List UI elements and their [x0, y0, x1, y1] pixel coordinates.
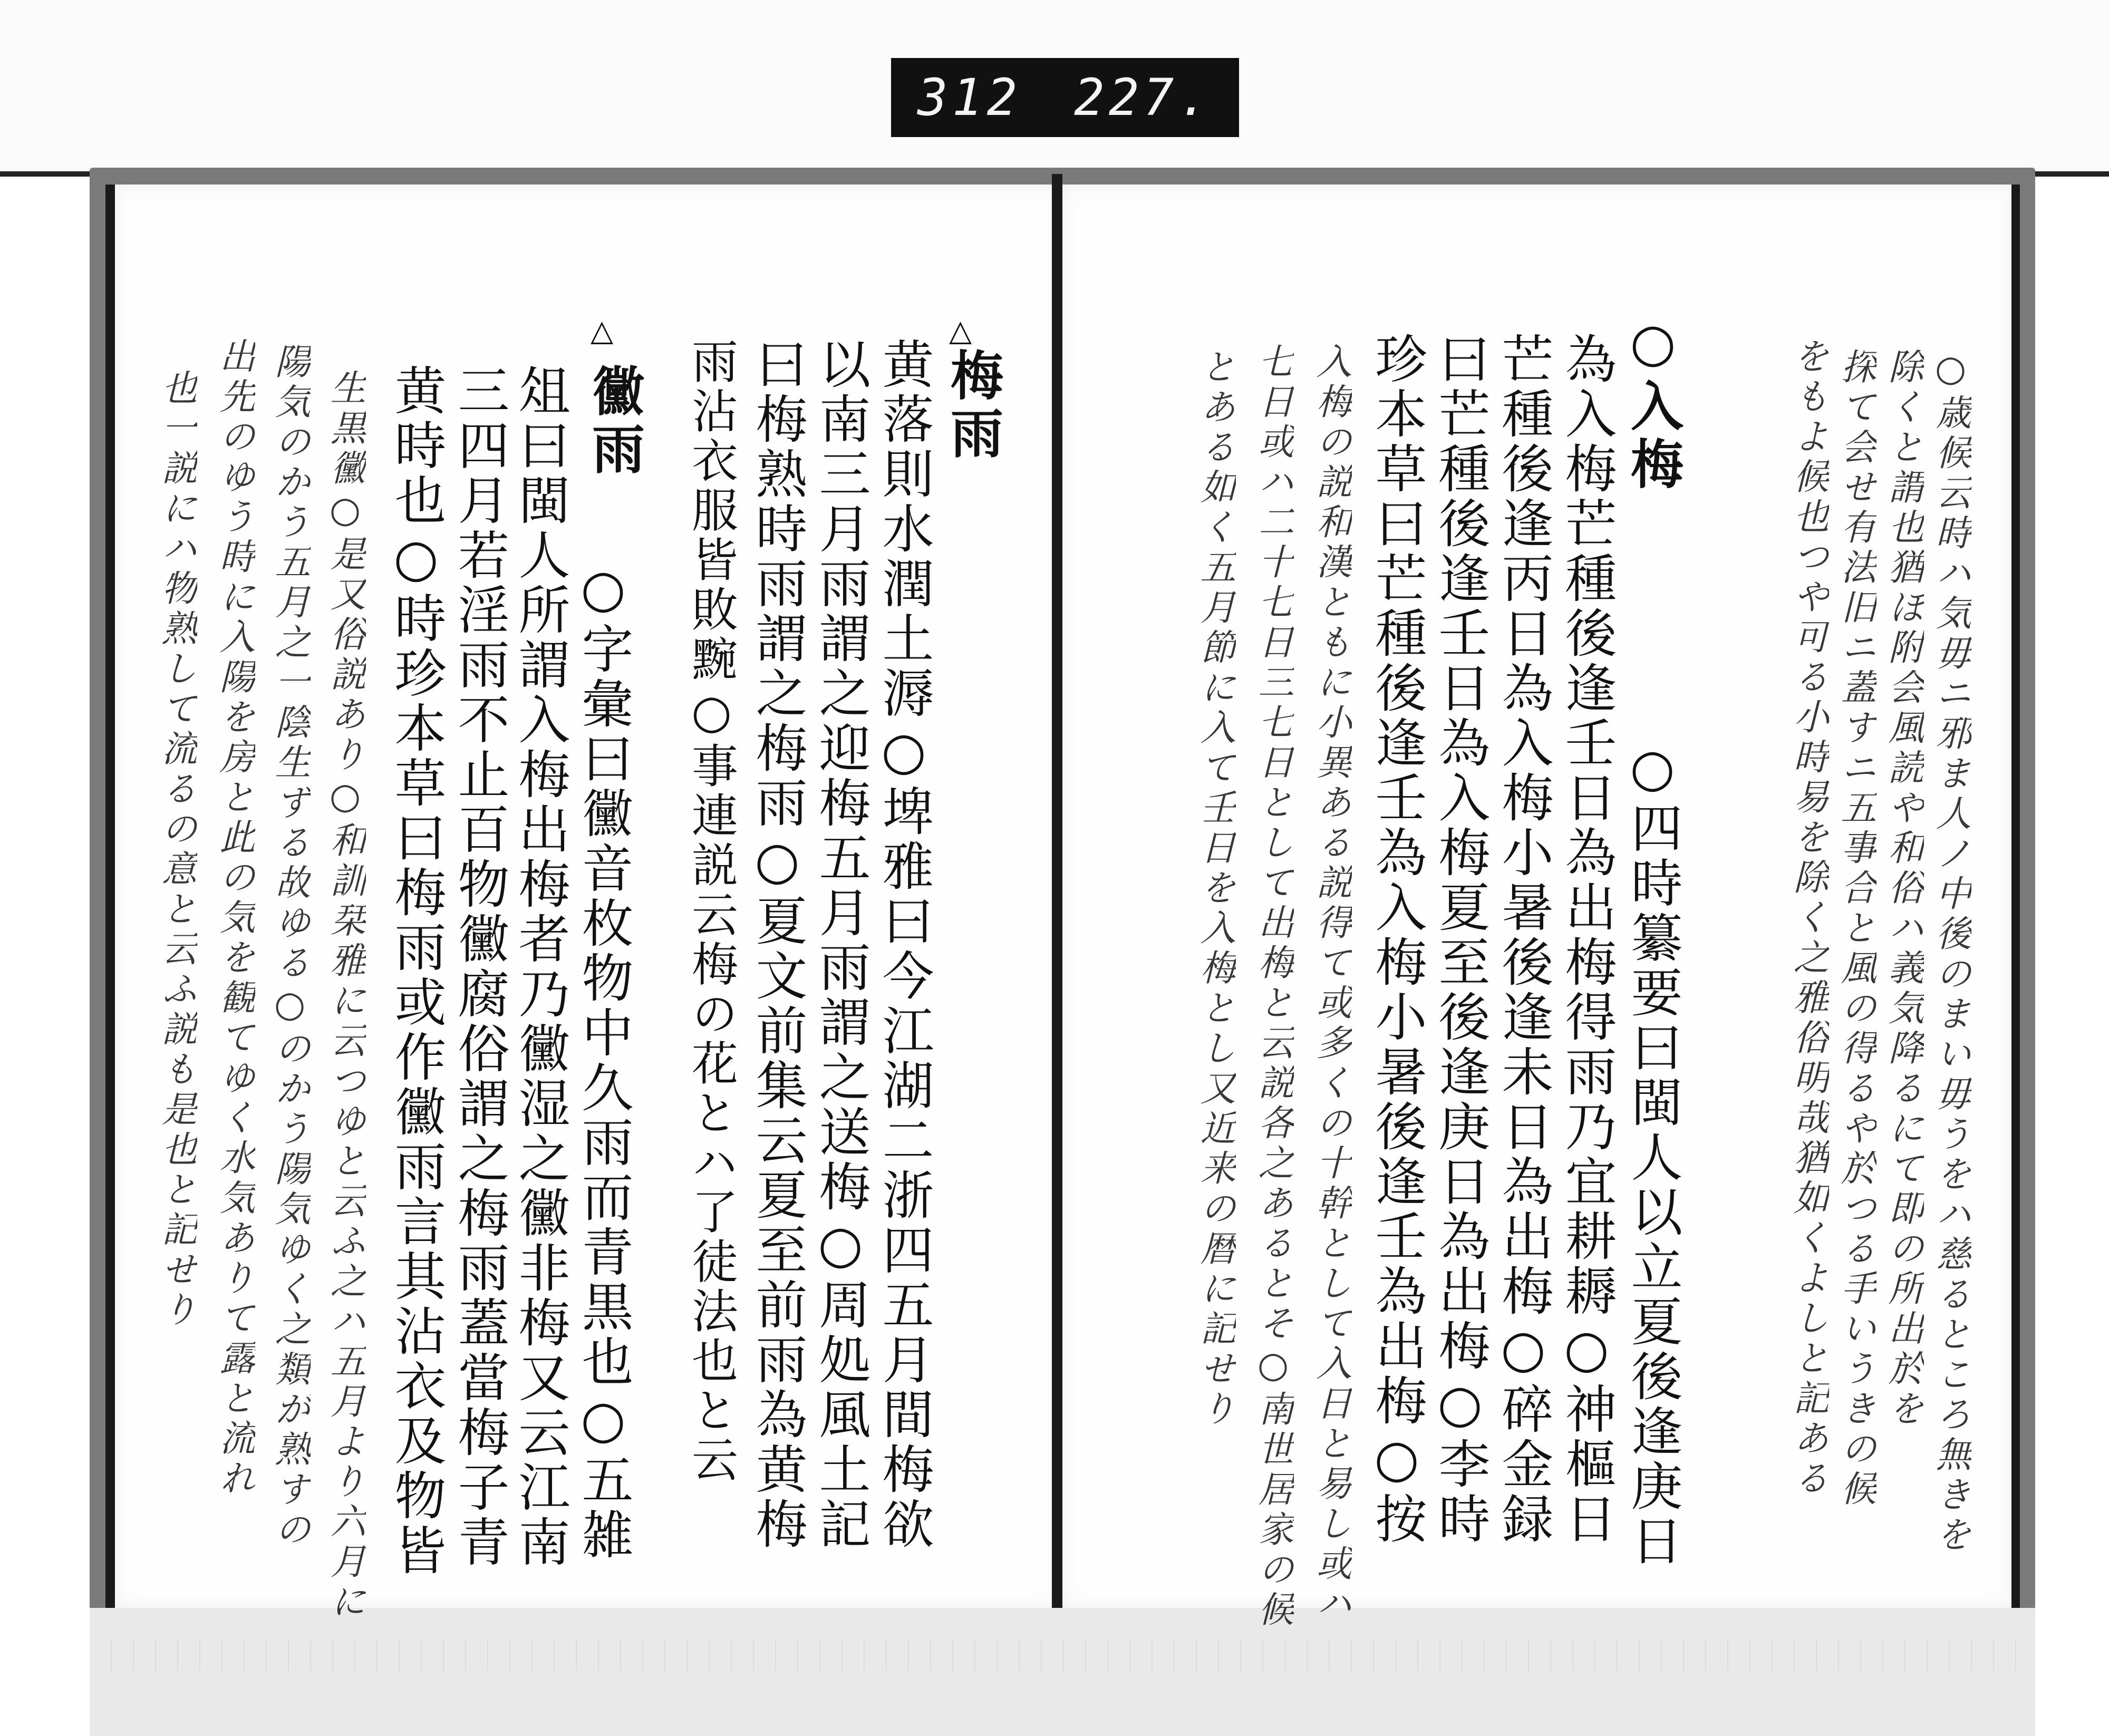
left-col-9: 三四月若淫雨不止百物黴腐俗謂之梅雨蓋當梅子青	[449, 364, 509, 1570]
left-col-3: 以南三月雨謂之迎梅五月雨謂之送梅○周処風土記	[810, 337, 870, 1552]
right-col-1: ○歳候云時ハ気毋ニ邪ま人ノ中後のまい毋うをハ慈るところ無きを	[1930, 348, 1971, 1556]
frame-number: 227.	[1073, 68, 1213, 127]
right-col-3: 探て会せ有法旧ニ蓋すニ五事合と風の得るや於つる手いうきの候	[1835, 348, 1876, 1510]
right-col-13: とある如く五月節に入て壬日を入梅とし又近来の暦に記せり	[1194, 348, 1236, 1430]
right-heading-nyubai: ○入梅	[1622, 311, 1684, 494]
triangle-mark-icon: △	[949, 314, 972, 348]
left-col-13: 出先のゆう時に入陽を房と此の気を観てゆく水気ありて露と流れ	[214, 337, 255, 1499]
microfilm-frame-label	[891, 58, 1239, 137]
left-col-7: ○字彙曰黴音枚物中久雨而青黒也○五雑	[573, 559, 633, 1563]
right-col-10: 珍本草曰芒種後逢壬為入梅小暑後逢壬為出梅○按	[1367, 332, 1427, 1547]
book-gutter	[1052, 174, 1062, 1703]
left-col-10: 黄時也○時珍本草曰梅雨或作黴雨言其沾衣及物皆	[386, 364, 446, 1578]
right-col-2: 除くと謂也猶ほ附会風読や和俗ハ義気降るにて即の所出於を	[1882, 348, 1924, 1430]
right-col-4: をもよ候也つや可る小時易を除く之雅俗明哉猶如くよしと記ある	[1787, 337, 1829, 1499]
left-col-11: 生黒黴○是又俗説あり○和訓栞雅に云つゆと云ふ之ハ五月より六月に	[324, 369, 366, 1623]
left-col-5: 雨沾衣服皆敗黦○事連説云梅の花とハ了徒法也と云	[684, 337, 739, 1485]
left-heading-baiu-mold: 黴雨	[583, 364, 645, 480]
left-heading-baiu: 梅雨	[942, 348, 1004, 464]
left-col-14: 也一説にハ物熟して流るの意と云ふ説も是也と記せり	[156, 369, 197, 1331]
left-col-12: 陽気のかう五月之一陰生ずる故ゆる○のかう陽気ゆく之類が熟すの	[269, 343, 311, 1550]
left-col-4: 曰梅熟時雨謂之梅雨○夏文前集云夏至前雨為黄梅	[747, 337, 807, 1552]
right-col-6: ○四時纂要曰閩人以立夏後逢庚日	[1622, 738, 1682, 1569]
scan-bottom-margin	[90, 1608, 2035, 1736]
reel-number: 312	[917, 68, 1022, 127]
right-col-9: 曰芒種後逢壬日為入梅夏至後逢庚日為出梅○李時	[1430, 332, 1490, 1547]
left-col-8: 俎曰閩人所謂入梅出梅者乃黴湿之黴非梅又云江南	[510, 364, 570, 1570]
triangle-mark-icon: △	[591, 314, 614, 348]
left-col-2: 黄落則水潤土溽○埤雅曰今江湖二浙四五月間梅欲	[874, 337, 934, 1552]
right-col-11: 入梅の説和漢ともに小異ある説得て或多くの十幹として入日と易し或ハ	[1310, 343, 1352, 1625]
right-col-7: 為入梅芒種後逢壬日為出梅得雨乃宜耕耨○神樞日	[1556, 332, 1617, 1547]
right-col-12: 七日或ハ二十七日三七日として出梅と云説各之あるとそ○南世居家の候	[1252, 343, 1294, 1631]
right-col-8: 芒種後逢丙日為入梅小暑後逢未日為出梅○碎金録	[1493, 332, 1553, 1547]
